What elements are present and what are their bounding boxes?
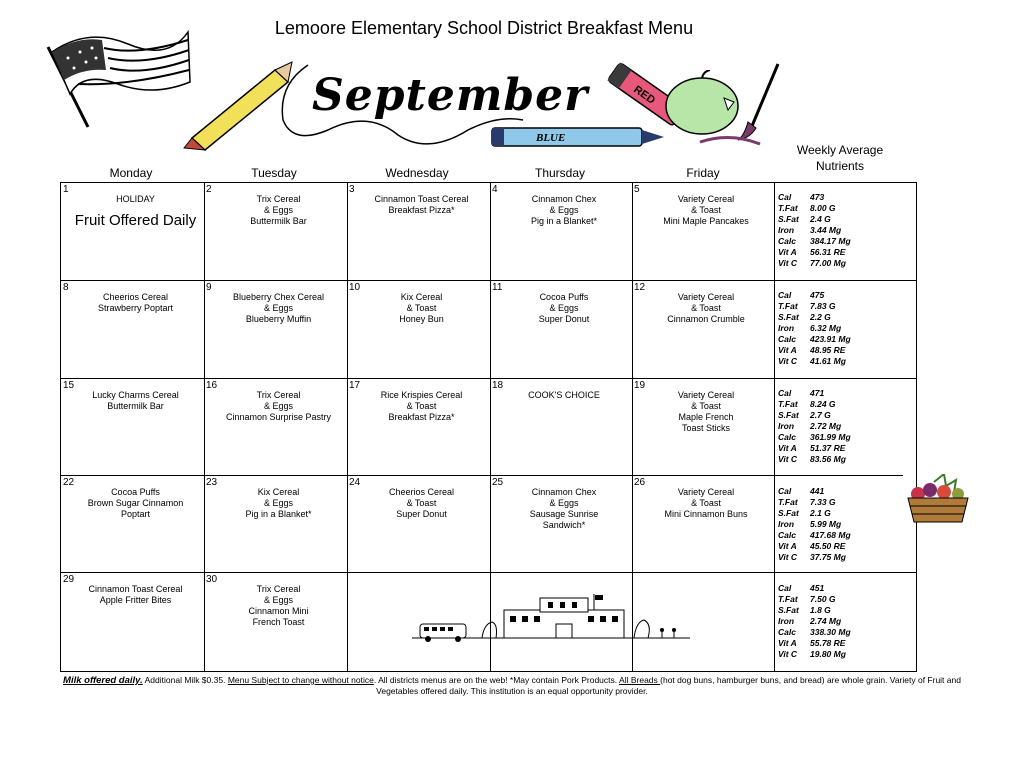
day-number: 22 [63, 477, 75, 488]
day-cell [347, 378, 490, 475]
day-number: 18 [492, 380, 504, 391]
menu-item: Poptart [120, 509, 151, 519]
whole-grain-note: (hot dog buns, hamburger buns, and bread) are whole grain. Variety of Fruit and Vegetables offered daily. This institution is an equal opportunity provider. [376, 675, 961, 696]
day-number: 30 [206, 574, 218, 585]
menu-item: Buttermilk Bar [250, 216, 307, 226]
weekly-nutrients: Cal 475 T.Fat 7.83 G S.Fat 2.2 G Iron 6.32 Mg Calc 423.91 Mg Vit A 48.95 RE Vit C 41.61 Mg [778, 290, 851, 366]
day-cell [61, 572, 204, 672]
day-cell [61, 475, 204, 572]
web-note: . All districts menus are on the web! *May contain Pork Products. [373, 675, 620, 685]
american-flag-icon [38, 22, 198, 132]
menu-item: Variety Cereal [677, 390, 735, 400]
menu-item: Honey Bun [399, 314, 444, 324]
day-cell [632, 378, 774, 475]
day-number: 26 [634, 477, 646, 488]
menu-item: Kix Cereal [400, 292, 443, 302]
menu-item: Cinnamon Toast Cereal [374, 194, 469, 204]
day-number: 9 [206, 282, 212, 293]
weekly-nutrients: Cal 471 T.Fat 8.24 G S.Fat 2.7 G Iron 2.72 Mg Calc 361.99 Mg Vit A 51.37 RE Vit C 83.56 Mg [778, 388, 851, 464]
menu-item: Breakfast Pizza* [388, 205, 455, 215]
header-tuesday: Tuesday [251, 166, 297, 180]
menu-item: & Eggs [263, 205, 294, 215]
menu-item: Blueberry Chex Cereal [232, 292, 325, 302]
day-number: 25 [492, 477, 504, 488]
menu-item: Cinnamon Chex [531, 194, 597, 204]
day-number: 12 [634, 282, 646, 293]
menu-item: Kix Cereal [257, 487, 300, 497]
day-number: 1 [63, 184, 69, 195]
menu-item: & Eggs [549, 303, 579, 313]
menu-item: & Toast [691, 303, 721, 313]
menu-item: Trix Cereal [256, 390, 301, 400]
day-cell [204, 572, 347, 672]
menu-item: Blueberry Muffin [245, 314, 312, 324]
menu-item: & Toast [691, 401, 721, 411]
blue-marker-icon [488, 126, 668, 150]
day-cell [632, 182, 774, 280]
day-cell [204, 378, 347, 475]
footer-notes [62, 675, 962, 697]
menu-subject-note: Menu Subject to change without notice [227, 675, 374, 685]
day-number: 5 [634, 184, 640, 195]
day-number: 11 [492, 282, 503, 293]
menu-item: Strawberry Poptart [97, 303, 174, 313]
menu-title: Lemoore Elementary School District Breakfast Menu [274, 18, 694, 38]
menu-item: Rice Krispies Cereal [380, 390, 463, 400]
weekly-nutrients: Cal 473 T.Fat 8.00 G S.Fat 2.4 G Iron 3.44 Mg Calc 384.17 Mg Vit A 56.31 RE Vit C 77.00 Mg [778, 192, 851, 268]
menu-item: Breakfast Pizza* [388, 412, 455, 422]
day-cell [490, 182, 632, 280]
menu-item: & Eggs [549, 205, 579, 215]
day-number: 8 [63, 282, 69, 293]
menu-item: & Eggs [263, 595, 294, 605]
fruit-offered-note: Fruit Offered Daily [74, 212, 197, 229]
day-number: 2 [206, 184, 212, 195]
day-cell [490, 280, 632, 378]
red-marker-label: RED [631, 83, 658, 107]
menu-item: Sausage Sunrise [529, 509, 599, 519]
breads-note: All Breads [619, 675, 661, 685]
menu-item: & Toast [406, 498, 437, 508]
menu-item: COOK'S CHOICE [528, 390, 600, 400]
menu-item: Maple French [678, 412, 734, 422]
menu-item: Cinnamon Crumble [667, 314, 745, 324]
menu-item: Variety Cereal [677, 487, 735, 497]
day-cell [204, 182, 347, 280]
day-cell [347, 475, 490, 572]
day-cell [490, 378, 632, 475]
menu-item: Buttermilk Bar [107, 401, 164, 411]
additional-milk-note: Additional Milk $0.35. [142, 675, 228, 685]
menu-item: Trix Cereal [256, 584, 301, 594]
day-cell [61, 280, 204, 378]
header-monday: Monday [109, 166, 153, 180]
day-cell [347, 182, 490, 280]
menu-item: Cinnamon Chex [531, 487, 597, 497]
weekly-nutrients: Cal 441 T.Fat 7.33 G S.Fat 2.1 G Iron 5.99 Mg Calc 417.68 Mg Vit A 45.50 RE Vit C 37.75 Mg [778, 486, 851, 562]
menu-item: & Toast [691, 498, 721, 508]
day-number: 17 [349, 380, 361, 391]
menu-item: Pig in a Blanket* [245, 509, 312, 519]
day-cell [490, 475, 632, 572]
month-title: September [312, 70, 589, 121]
school-building-icon [412, 594, 690, 644]
header-wednesday: Wednesday [385, 166, 449, 180]
milk-note: Milk offered daily. [63, 675, 143, 686]
blue-marker-label: BLUE [536, 132, 566, 144]
paintbrush-icon [690, 60, 790, 150]
day-cell [204, 475, 347, 572]
menu-item: & Eggs [263, 498, 294, 508]
menu-item: Cinnamon Surprise Pastry [225, 412, 332, 422]
day-cell [61, 378, 204, 475]
menu-item: Cocoa Puffs [539, 292, 589, 302]
day-number: 4 [492, 184, 498, 195]
day-number: 16 [206, 380, 218, 391]
menu-item: Super Donut [396, 509, 447, 519]
day-number: 23 [206, 477, 218, 488]
menu-item: & Toast [406, 401, 437, 411]
day-cell [347, 280, 490, 378]
menu-item: Apple Fritter Bites [99, 595, 172, 605]
menu-item: HOLIDAY [116, 194, 155, 204]
menu-item: Cinnamon Mini [248, 606, 309, 616]
menu-item: & Toast [691, 205, 721, 215]
menu-item: & Eggs [549, 498, 579, 508]
day-cell [204, 280, 347, 378]
header-friday: Friday [686, 166, 720, 180]
day-number: 29 [63, 574, 75, 585]
menu-item: Cheerios Cereal [102, 292, 169, 302]
day-number: 10 [349, 282, 361, 293]
menu-item: Sandwich* [542, 520, 586, 530]
day-cell [61, 182, 204, 280]
menu-item: Trix Cereal [256, 194, 301, 204]
day-number: 3 [349, 184, 355, 195]
menu-item: Variety Cereal [677, 194, 735, 204]
day-number: 24 [349, 477, 361, 488]
menu-item: Lucky Charms Cereal [92, 390, 179, 400]
day-cell [632, 280, 774, 378]
menu-item: Pig in a Blanket* [530, 216, 598, 226]
menu-item: & Eggs [263, 303, 294, 313]
menu-item: & Eggs [263, 401, 294, 411]
menu-item: Cocoa Puffs [111, 487, 160, 497]
menu-item: Mini Maple Pancakes [663, 216, 749, 226]
menu-item: Super Donut [538, 314, 590, 324]
menu-item: Cinnamon Toast Cereal [88, 584, 183, 594]
header-thursday: Thursday [534, 166, 586, 180]
day-number: 15 [63, 380, 75, 391]
menu-item: Brown Sugar Cinnamon [87, 498, 184, 508]
menu-item: Variety Cereal [677, 292, 735, 302]
header-weekly-nutrients: Weekly Average Nutrients [796, 143, 884, 173]
weekly-nutrients: Cal 451 T.Fat 7.50 G S.Fat 1.8 G Iron 2.74 Mg Calc 338.30 Mg Vit A 55.78 RE Vit C 19.80 Mg [778, 583, 851, 659]
menu-item: Mini Cinnamon Buns [664, 509, 748, 519]
menu-item: Toast Sticks [681, 423, 730, 433]
day-cell [632, 475, 774, 572]
fruit-basket-icon [904, 474, 974, 526]
menu-item: Cheerios Cereal [388, 487, 455, 497]
day-number: 19 [634, 380, 646, 391]
menu-item: & Toast [406, 303, 437, 313]
menu-item: French Toast [252, 617, 305, 627]
